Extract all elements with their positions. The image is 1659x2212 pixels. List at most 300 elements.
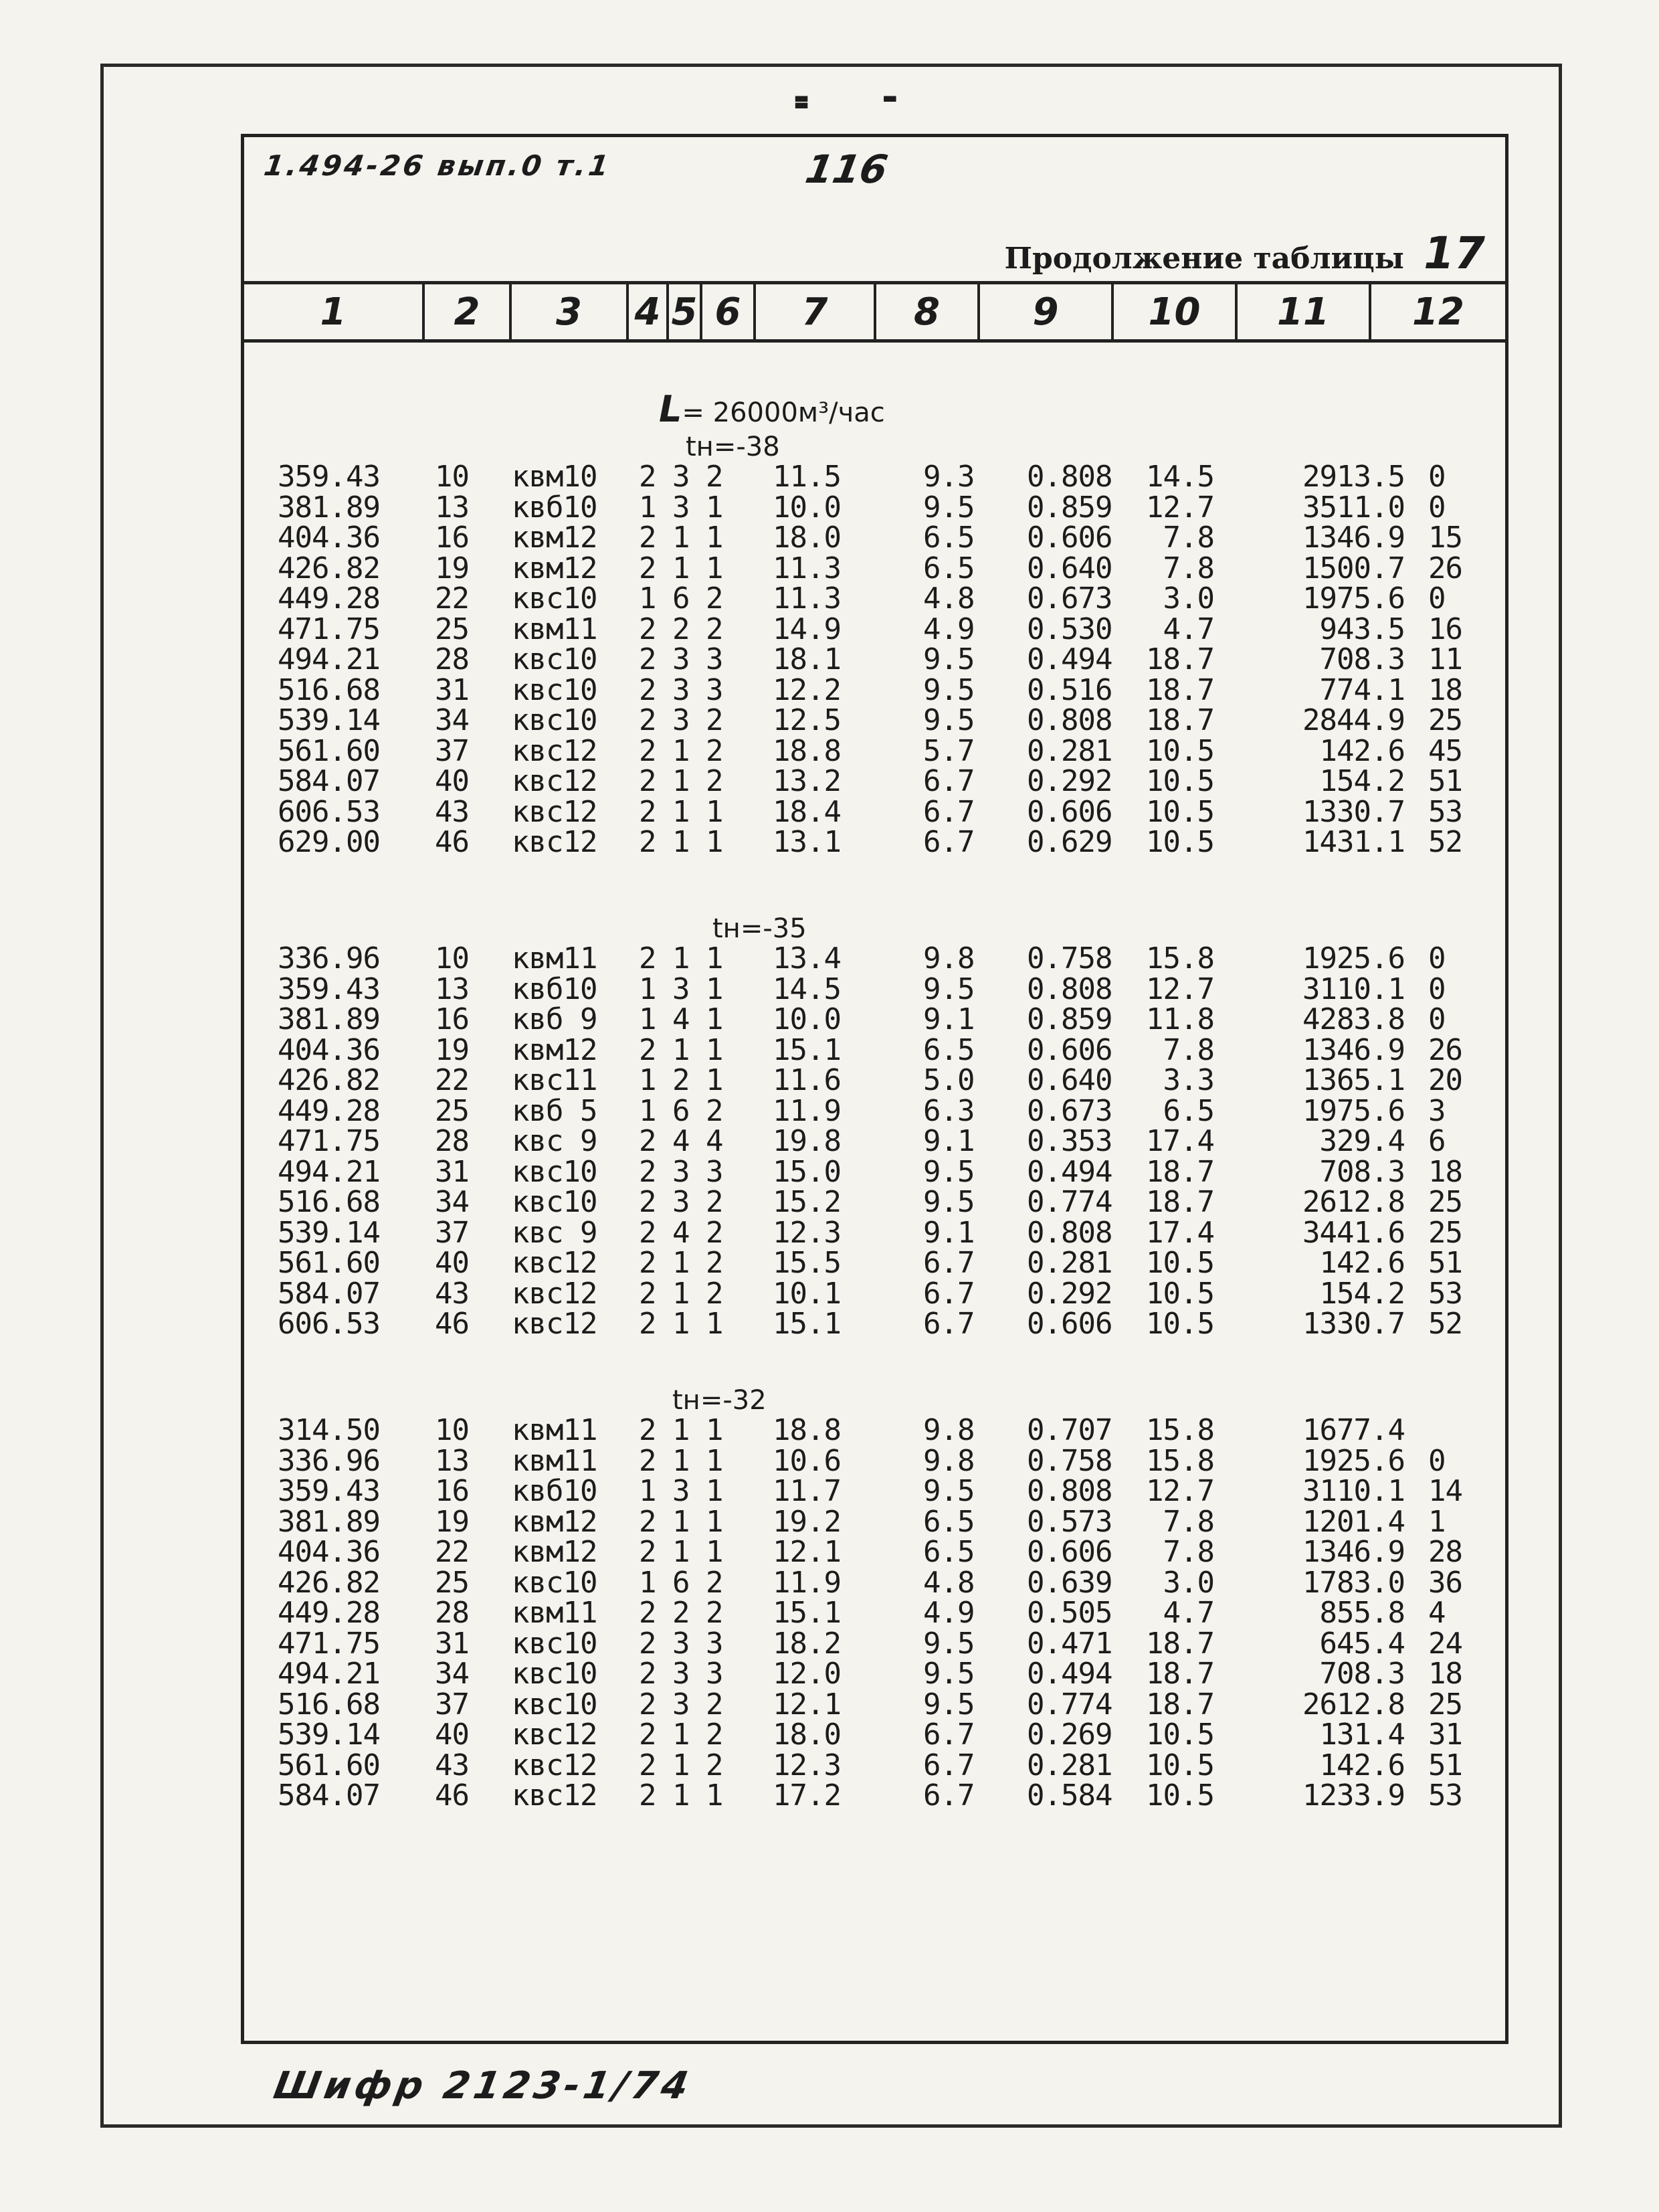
cell-col-2: 22 — [435, 1063, 469, 1097]
cell-col-11: 2612.8 — [1302, 1687, 1405, 1722]
cell-col-10: 10.5 — [1146, 1276, 1214, 1311]
caption-table-number: 17 — [1424, 227, 1485, 279]
cell-col-1: 539.14 — [278, 703, 380, 737]
cell-col-6: 2 — [706, 1687, 723, 1722]
cell-col-2: 40 — [435, 764, 469, 798]
cell-col-9: 0.573 — [1027, 1504, 1112, 1539]
cell-col-12: 53 — [1428, 794, 1462, 829]
cell-col-2: 28 — [435, 1596, 469, 1630]
table-caption — [1004, 227, 1485, 279]
cell-col-1: 426.82 — [278, 1063, 380, 1097]
caption-text: Продолжение таблицы — [1004, 242, 1404, 276]
cell-col-10: 10.5 — [1146, 733, 1214, 768]
cell-col-3: квс12 — [512, 1307, 597, 1341]
cell-col-6: 3 — [706, 642, 723, 676]
cell-col-4: 1 — [639, 1474, 656, 1508]
cell-col-11: 1431.1 — [1302, 825, 1405, 859]
cell-col-2: 28 — [435, 1124, 469, 1158]
cell-col-1: 471.75 — [278, 1626, 380, 1661]
cell-col-11: 1365.1 — [1302, 1063, 1405, 1097]
cell-col-4: 2 — [639, 1413, 656, 1447]
cell-col-1: 606.53 — [278, 1307, 380, 1341]
cell-col-1: 404.36 — [278, 521, 380, 555]
cell-col-11: 142.6 — [1319, 1748, 1405, 1782]
cell-col-3: квм12 — [512, 1504, 597, 1539]
cell-col-1: 404.36 — [278, 1535, 380, 1569]
flow-rate-value: = 26000м³/час — [682, 397, 885, 428]
cell-col-11: 1975.6 — [1302, 581, 1405, 616]
cell-col-3: квс11 — [512, 1063, 597, 1097]
cell-col-10: 18.7 — [1146, 672, 1214, 707]
cell-col-9: 0.640 — [1027, 551, 1112, 585]
cell-col-9: 0.808 — [1027, 972, 1112, 1006]
cell-col-11: 1346.9 — [1302, 1032, 1405, 1067]
cell-col-8: 9.5 — [923, 1687, 975, 1722]
cell-col-7: 12.3 — [773, 1748, 841, 1782]
col-header-12: 12 — [1412, 290, 1464, 334]
cell-col-10: 10.5 — [1146, 1307, 1214, 1341]
cell-col-5: 4 — [672, 1002, 690, 1036]
cell-col-9: 0.281 — [1027, 1748, 1112, 1782]
cell-col-7: 18.1 — [773, 642, 841, 676]
cell-col-5: 6 — [672, 1093, 690, 1128]
cell-col-11: 154.2 — [1319, 1276, 1405, 1311]
cell-col-11: 1233.9 — [1302, 1778, 1405, 1813]
cell-col-9: 0.859 — [1027, 490, 1112, 525]
cell-col-4: 1 — [639, 1063, 656, 1097]
cell-col-9: 0.584 — [1027, 1778, 1112, 1813]
cell-col-10: 18.7 — [1146, 642, 1214, 676]
cell-col-11: 3441.6 — [1302, 1215, 1405, 1250]
cell-col-4: 2 — [639, 733, 656, 768]
cell-col-5: 3 — [672, 1474, 690, 1508]
cell-col-12: 26 — [1428, 1032, 1462, 1067]
cell-col-7: 18.8 — [773, 733, 841, 768]
cell-col-1: 381.89 — [278, 1504, 380, 1539]
cell-col-6: 1 — [706, 1032, 723, 1067]
cell-col-9: 0.707 — [1027, 1413, 1112, 1447]
cell-col-1: 336.96 — [278, 1443, 380, 1478]
cell-col-6: 1 — [706, 1535, 723, 1569]
cell-col-12: 31 — [1428, 1718, 1462, 1752]
cell-col-8: 9.5 — [923, 703, 975, 737]
cell-col-9: 0.629 — [1027, 825, 1112, 859]
cell-col-4: 2 — [639, 941, 656, 976]
cell-col-9: 0.494 — [1027, 1657, 1112, 1691]
cell-col-3: квм12 — [512, 521, 597, 555]
cell-col-9: 0.606 — [1027, 1535, 1112, 1569]
col-header-4: 4 — [629, 284, 669, 339]
cell-col-2: 16 — [435, 1002, 469, 1036]
cell-col-6: 2 — [706, 764, 723, 798]
cell-col-8: 6.7 — [923, 825, 975, 859]
cell-col-7: 11.9 — [773, 1093, 841, 1128]
cell-col-2: 37 — [435, 1687, 469, 1722]
cell-col-1: 471.75 — [278, 612, 380, 646]
cell-col-11: 708.3 — [1319, 1657, 1405, 1691]
cell-col-10: 6.5 — [1163, 1093, 1214, 1128]
cell-col-6: 2 — [706, 1276, 723, 1311]
cell-col-9: 0.859 — [1027, 1002, 1112, 1036]
cell-col-5: 3 — [672, 490, 690, 525]
cell-col-11: 3511.0 — [1302, 490, 1405, 525]
cell-col-10: 11.8 — [1146, 1002, 1214, 1036]
cell-col-11: 645.4 — [1319, 1626, 1405, 1661]
cell-col-3: квм12 — [512, 1032, 597, 1067]
cell-col-5: 1 — [672, 1413, 690, 1447]
cell-col-3: квс10 — [512, 1185, 597, 1219]
cell-col-10: 7.8 — [1163, 1535, 1214, 1569]
cell-col-4: 1 — [639, 581, 656, 616]
cell-col-6: 3 — [706, 1657, 723, 1691]
cell-col-7: 10.0 — [773, 1002, 841, 1036]
cell-col-8: 9.8 — [923, 1443, 975, 1478]
cell-col-6: 2 — [706, 733, 723, 768]
cell-col-9: 0.758 — [1027, 1443, 1112, 1478]
cell-col-10: 7.8 — [1163, 521, 1214, 555]
cell-col-4: 2 — [639, 1535, 656, 1569]
cell-col-5: 1 — [672, 1276, 690, 1311]
cell-col-10: 12.7 — [1146, 490, 1214, 525]
cell-col-6: 2 — [706, 1246, 723, 1280]
cell-col-3: квс 9 — [512, 1215, 597, 1250]
cell-col-5: 1 — [672, 1032, 690, 1067]
cell-col-12: 16 — [1428, 612, 1462, 646]
cell-col-5: 1 — [672, 1443, 690, 1478]
cell-col-4: 2 — [639, 1307, 656, 1341]
cell-col-7: 19.2 — [773, 1504, 841, 1539]
cell-col-5: 1 — [672, 794, 690, 829]
cell-col-2: 43 — [435, 1276, 469, 1311]
cell-col-7: 11.6 — [773, 1063, 841, 1097]
cell-col-8: 6.7 — [923, 764, 975, 798]
cell-col-6: 1 — [706, 1307, 723, 1341]
cell-col-7: 11.3 — [773, 551, 841, 585]
cell-col-5: 3 — [672, 1154, 690, 1189]
cell-col-12: 0 — [1428, 581, 1446, 616]
cell-col-2: 43 — [435, 1748, 469, 1782]
cell-col-2: 10 — [435, 460, 469, 494]
cell-col-10: 15.8 — [1146, 1413, 1214, 1447]
cell-col-9: 0.516 — [1027, 672, 1112, 707]
cell-col-2: 16 — [435, 1474, 469, 1508]
cell-col-9: 0.606 — [1027, 1032, 1112, 1067]
cell-col-6: 2 — [706, 460, 723, 494]
cell-col-7: 15.0 — [773, 1154, 841, 1189]
cell-col-5: 2 — [672, 1063, 690, 1097]
cell-col-12: 36 — [1428, 1565, 1462, 1600]
cell-col-6: 1 — [706, 1063, 723, 1097]
cell-col-4: 2 — [639, 1215, 656, 1250]
cell-col-5: 3 — [672, 703, 690, 737]
cell-col-3: квс12 — [512, 1718, 597, 1752]
cell-col-9: 0.606 — [1027, 794, 1112, 829]
cell-col-5: 4 — [672, 1124, 690, 1158]
cell-col-1: 516.68 — [278, 672, 380, 707]
cell-col-8: 6.7 — [923, 794, 975, 829]
cell-col-1: 561.60 — [278, 1748, 380, 1782]
cell-col-3: квс10 — [512, 1687, 597, 1722]
cell-col-6: 1 — [706, 1443, 723, 1478]
cell-col-2: 25 — [435, 1093, 469, 1128]
cell-col-6: 1 — [706, 1504, 723, 1539]
cell-col-11: 943.5 — [1319, 612, 1405, 646]
cell-col-4: 1 — [639, 1565, 656, 1600]
cell-col-9: 0.281 — [1027, 1246, 1112, 1280]
cell-col-3: квс12 — [512, 1748, 597, 1782]
cell-col-10: 18.7 — [1146, 1657, 1214, 1691]
cell-col-6: 4 — [706, 1124, 723, 1158]
cell-col-6: 2 — [706, 1093, 723, 1128]
cell-col-8: 9.5 — [923, 972, 975, 1006]
col-header-11: 11 — [1238, 284, 1371, 339]
cell-col-1: 584.07 — [278, 1276, 380, 1311]
cell-col-1: 516.68 — [278, 1687, 380, 1722]
cell-col-8: 6.5 — [923, 1504, 975, 1539]
cell-col-5: 6 — [672, 581, 690, 616]
doc-code: 1.494-26 вып.0 т.1 — [262, 149, 613, 182]
cell-col-12: 51 — [1428, 1748, 1462, 1782]
cell-col-12: 53 — [1428, 1778, 1462, 1813]
cell-col-6: 2 — [706, 1565, 723, 1600]
cell-col-3: квб10 — [512, 972, 597, 1006]
cell-col-9: 0.808 — [1027, 1474, 1112, 1508]
cell-col-1: 539.14 — [278, 1215, 380, 1250]
cell-col-5: 3 — [672, 672, 690, 707]
cell-col-3: квс10 — [512, 1626, 597, 1661]
col-header-9: 9 — [980, 284, 1114, 339]
cell-col-10: 17.4 — [1146, 1124, 1214, 1158]
cell-col-1: 516.68 — [278, 1185, 380, 1219]
cell-col-1: 359.43 — [278, 1474, 380, 1508]
col-header-2: 2 — [425, 284, 512, 339]
cell-col-10: 14.5 — [1146, 460, 1214, 494]
cell-col-3: квс 9 — [512, 1124, 597, 1158]
cell-col-2: 37 — [435, 733, 469, 768]
cell-col-5: 1 — [672, 1535, 690, 1569]
cell-col-12: 25 — [1428, 1687, 1462, 1722]
cell-col-5: 1 — [672, 825, 690, 859]
cell-col-4: 2 — [639, 642, 656, 676]
cell-col-2: 31 — [435, 1626, 469, 1661]
cell-col-3: квс12 — [512, 1778, 597, 1813]
cell-col-10: 4.7 — [1163, 612, 1214, 646]
cell-col-3: квс12 — [512, 733, 597, 768]
cell-col-7: 15.1 — [773, 1032, 841, 1067]
cell-col-12: 0 — [1428, 490, 1446, 525]
cell-col-10: 10.5 — [1146, 1246, 1214, 1280]
cell-col-10: 3.0 — [1163, 1565, 1214, 1600]
cell-col-5: 3 — [672, 460, 690, 494]
cell-col-8: 9.5 — [923, 1474, 975, 1508]
cell-col-12: 53 — [1428, 1276, 1462, 1311]
cell-col-1: 494.21 — [278, 642, 380, 676]
cell-col-11: 1925.6 — [1302, 941, 1405, 976]
cell-col-9: 0.758 — [1027, 941, 1112, 976]
cell-col-10: 10.5 — [1146, 1778, 1214, 1813]
cell-col-11: 2913.5 — [1302, 460, 1405, 494]
cell-col-2: 25 — [435, 1565, 469, 1600]
cell-col-10: 7.8 — [1163, 1504, 1214, 1539]
section-title-32: tн=-32 — [672, 1385, 767, 1416]
cell-col-1: 629.00 — [278, 825, 380, 859]
col-header-3: 3 — [512, 284, 629, 339]
cell-col-4: 2 — [639, 1276, 656, 1311]
cell-col-10: 15.8 — [1146, 1443, 1214, 1478]
cell-col-3: квм11 — [512, 612, 597, 646]
cell-col-2: 28 — [435, 642, 469, 676]
cell-col-3: квс10 — [512, 1565, 597, 1600]
cell-col-9: 0.606 — [1027, 521, 1112, 555]
cell-col-11: 1925.6 — [1302, 1443, 1405, 1478]
cell-col-10: 10.5 — [1146, 1718, 1214, 1752]
cell-col-11: 2612.8 — [1302, 1185, 1405, 1219]
cell-col-11: 708.3 — [1319, 1154, 1405, 1189]
cell-col-1: 426.82 — [278, 1565, 380, 1600]
cell-col-5: 4 — [672, 1215, 690, 1250]
cell-col-12: 45 — [1428, 733, 1462, 768]
cell-col-11: 855.8 — [1319, 1596, 1405, 1630]
cell-col-5: 3 — [672, 1626, 690, 1661]
cell-col-8: 9.5 — [923, 1154, 975, 1189]
cell-col-7: 19.8 — [773, 1124, 841, 1158]
section-title-38: tн=-38 — [686, 432, 780, 462]
cell-col-12: 0 — [1428, 941, 1446, 976]
cell-col-5: 1 — [672, 551, 690, 585]
cell-col-2: 43 — [435, 794, 469, 829]
cell-col-1: 584.07 — [278, 764, 380, 798]
cell-col-1: 359.43 — [278, 972, 380, 1006]
cell-col-7: 12.5 — [773, 703, 841, 737]
cell-col-8: 6.3 — [923, 1093, 975, 1128]
cell-col-8: 9.8 — [923, 1413, 975, 1447]
cell-col-11: 1330.7 — [1302, 794, 1405, 829]
cell-col-5: 1 — [672, 1718, 690, 1752]
cell-col-5: 2 — [672, 612, 690, 646]
cell-col-6: 1 — [706, 490, 723, 525]
cell-col-6: 1 — [706, 1474, 723, 1508]
cell-col-10: 18.7 — [1146, 703, 1214, 737]
cell-col-9: 0.530 — [1027, 612, 1112, 646]
cell-col-12: 1 — [1428, 1504, 1446, 1539]
cell-col-8: 9.1 — [923, 1002, 975, 1036]
cell-col-2: 19 — [435, 551, 469, 585]
cell-col-11: 154.2 — [1319, 764, 1405, 798]
cell-col-6: 1 — [706, 551, 723, 585]
cell-col-7: 12.1 — [773, 1687, 841, 1722]
cell-col-11: 1201.4 — [1302, 1504, 1405, 1539]
cell-col-1: 471.75 — [278, 1124, 380, 1158]
cell-col-9: 0.774 — [1027, 1687, 1112, 1722]
cell-col-3: квм11 — [512, 1413, 597, 1447]
cell-col-12: 25 — [1428, 1185, 1462, 1219]
cell-col-11: 2844.9 — [1302, 703, 1405, 737]
cell-col-5: 1 — [672, 1748, 690, 1782]
cell-col-2: 22 — [435, 1535, 469, 1569]
cell-col-11: 131.4 — [1319, 1718, 1405, 1752]
cell-col-3: квб 9 — [512, 1002, 597, 1036]
cell-col-8: 6.7 — [923, 1276, 975, 1311]
cell-col-10: 4.7 — [1163, 1596, 1214, 1630]
cell-col-2: 10 — [435, 941, 469, 976]
cell-col-9: 0.673 — [1027, 581, 1112, 616]
cell-col-2: 37 — [435, 1215, 469, 1250]
cell-col-5: 1 — [672, 764, 690, 798]
cell-col-12: 3 — [1428, 1093, 1446, 1128]
cell-col-12: 24 — [1428, 1626, 1462, 1661]
cell-col-8: 4.9 — [923, 1596, 975, 1630]
cell-col-3: квм12 — [512, 551, 597, 585]
cell-col-8: 6.5 — [923, 551, 975, 585]
cell-col-3: квс10 — [512, 1154, 597, 1189]
cell-col-7: 13.2 — [773, 764, 841, 798]
cell-col-10: 15.8 — [1146, 941, 1214, 976]
cell-col-2: 13 — [435, 1443, 469, 1478]
cell-col-3: квс12 — [512, 794, 597, 829]
cell-col-8: 6.7 — [923, 1778, 975, 1813]
cell-col-9: 0.606 — [1027, 1307, 1112, 1341]
cell-col-2: 40 — [435, 1246, 469, 1280]
cell-col-12: 18 — [1428, 1657, 1462, 1691]
cell-col-7: 13.1 — [773, 825, 841, 859]
cell-col-5: 3 — [672, 1185, 690, 1219]
cell-col-9: 0.494 — [1027, 642, 1112, 676]
cell-col-10: 18.7 — [1146, 1687, 1214, 1722]
cell-col-12: 0 — [1428, 972, 1446, 1006]
cell-col-10: 3.3 — [1163, 1063, 1214, 1097]
cell-col-3: квс12 — [512, 1276, 597, 1311]
cell-col-3: квб10 — [512, 1474, 597, 1508]
col-header-10: 10 — [1114, 284, 1238, 339]
cell-col-7: 18.0 — [773, 1718, 841, 1752]
cell-col-1: 606.53 — [278, 794, 380, 829]
cell-col-3: квб 5 — [512, 1093, 597, 1128]
cell-col-10: 10.5 — [1146, 764, 1214, 798]
cell-col-5: 3 — [672, 972, 690, 1006]
cell-col-3: квс12 — [512, 825, 597, 859]
cell-col-2: 34 — [435, 1185, 469, 1219]
cell-col-5: 1 — [672, 1246, 690, 1280]
cell-col-2: 19 — [435, 1504, 469, 1539]
cell-col-8: 4.8 — [923, 1565, 975, 1600]
cell-col-8: 9.5 — [923, 672, 975, 707]
cell-col-5: 1 — [672, 1504, 690, 1539]
cell-col-5: 1 — [672, 521, 690, 555]
col-header-5: 5 — [669, 284, 702, 339]
cell-col-6: 1 — [706, 794, 723, 829]
cell-col-12: 14 — [1428, 1474, 1462, 1508]
cell-col-6: 2 — [706, 1185, 723, 1219]
cell-col-2: 34 — [435, 703, 469, 737]
cell-col-4: 2 — [639, 1124, 656, 1158]
cell-col-4: 2 — [639, 1626, 656, 1661]
cell-col-9: 0.640 — [1027, 1063, 1112, 1097]
cell-col-6: 3 — [706, 1154, 723, 1189]
cell-col-4: 1 — [639, 1002, 656, 1036]
cell-col-4: 2 — [639, 825, 656, 859]
cell-col-4: 2 — [639, 460, 656, 494]
cell-col-2: 13 — [435, 972, 469, 1006]
cell-col-12: 11 — [1428, 642, 1462, 676]
cell-col-4: 2 — [639, 1443, 656, 1478]
cell-col-11: 329.4 — [1319, 1124, 1405, 1158]
cell-col-11: 1346.9 — [1302, 1535, 1405, 1569]
cell-col-12: 0 — [1428, 1443, 1446, 1478]
cell-col-8: 9.5 — [923, 642, 975, 676]
cell-col-5: 3 — [672, 1687, 690, 1722]
cell-col-11: 142.6 — [1319, 733, 1405, 768]
cell-col-5: 6 — [672, 1565, 690, 1600]
